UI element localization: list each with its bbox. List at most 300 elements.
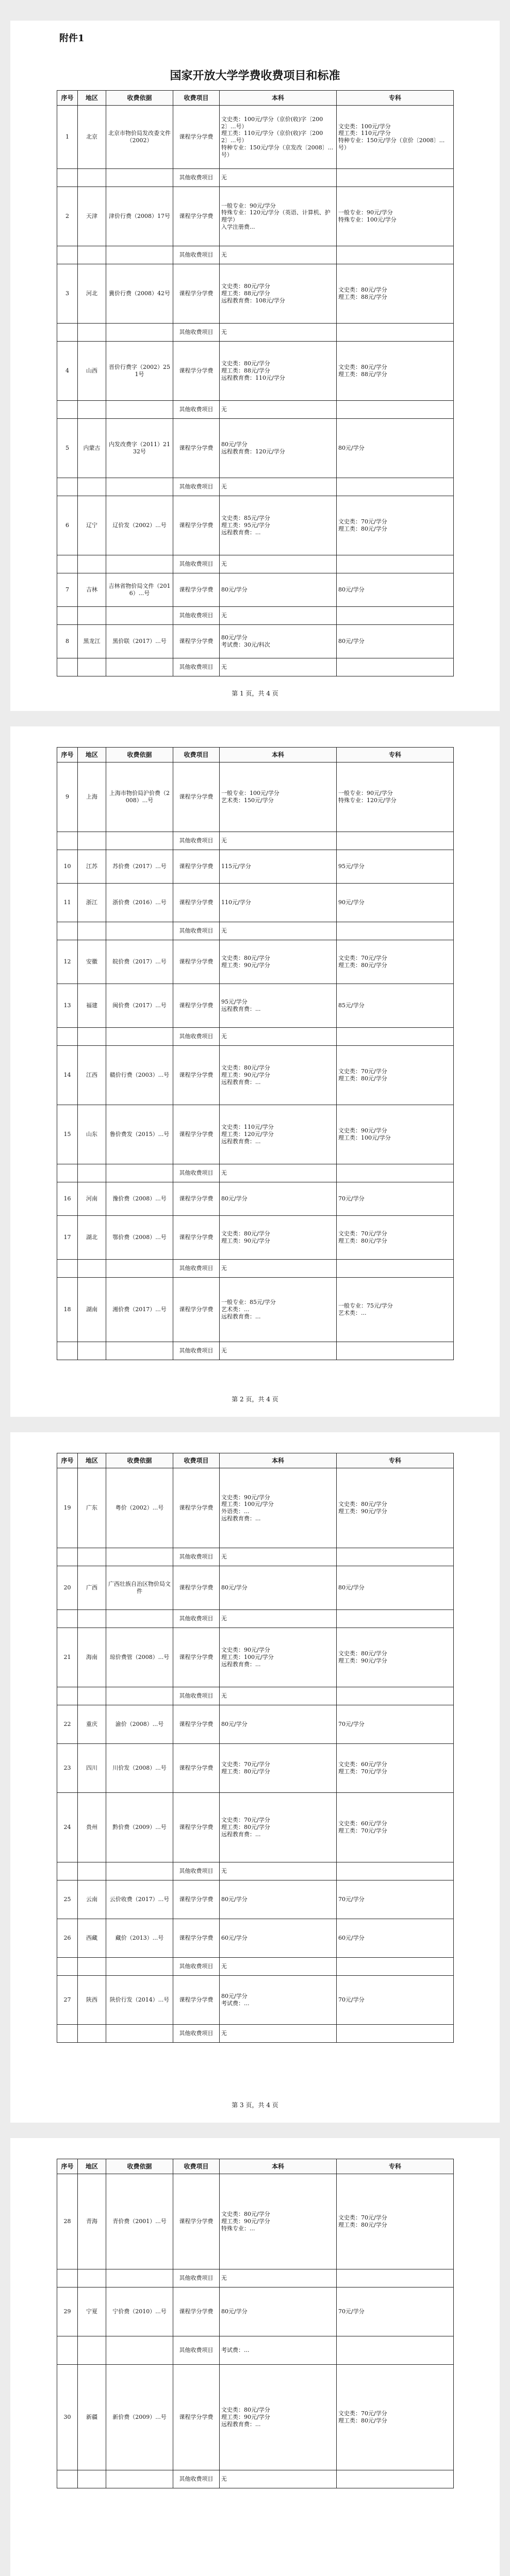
cell-no: 18 — [57, 1278, 78, 1342]
cell-zhuan: 文史类：90元/学分 理工类：100元/学分 — [337, 1105, 454, 1164]
cell-no: 16 — [57, 1182, 78, 1216]
table-row — [57, 1687, 454, 1705]
cell-ben: 无 — [220, 1862, 337, 1880]
cell-zhuan: 文史类：80元/学分 理工类：90元/学分 — [337, 1468, 454, 1548]
column-header: 地区 — [78, 91, 106, 106]
table-row — [57, 884, 454, 922]
table-row — [57, 2336, 454, 2365]
cell-ben: 文史类：80元/学分 理工类：90元/学分 — [220, 1216, 337, 1260]
cell-ben: 80元/学分 — [220, 1705, 337, 1744]
cell-no — [57, 478, 78, 496]
cell-item: 课程学分学费 — [173, 419, 220, 478]
cell-zhuan — [337, 1260, 454, 1278]
page-number: 第 1 页，共 4 页 — [232, 690, 278, 697]
table-row — [57, 187, 454, 246]
cell-no — [57, 246, 78, 264]
table-header-row — [57, 1453, 454, 1468]
cell-item: 其他收费项目 — [173, 1548, 220, 1566]
cell-region: 河南 — [78, 1182, 106, 1216]
cell-region — [78, 832, 106, 850]
cell-no — [57, 1028, 78, 1046]
cell-item: 其他收费项目 — [173, 832, 220, 850]
cell-no: 3 — [57, 264, 78, 324]
cell-region — [78, 1028, 106, 1046]
cell-zhuan: 一般专业：90元/学分 特殊专业：120元/学分 — [337, 762, 454, 832]
cell-ben: 一般专业：90元/学分 特殊专业：120元/学分（英语、计算机、护理学） 入学注册费... — [220, 187, 337, 246]
fee-table — [57, 1453, 454, 2043]
table-row — [57, 2269, 454, 2287]
cell-basis: 皖价费（2017）...号 — [106, 940, 173, 984]
table-row — [57, 401, 454, 419]
cell-no: 4 — [57, 342, 78, 401]
cell-region: 陕西 — [78, 1976, 106, 2025]
cell-ben: 文史类：80元/学分 理工类：90元/学分 — [220, 940, 337, 984]
cell-no: 14 — [57, 1046, 78, 1105]
cell-zhuan — [337, 1958, 454, 1976]
table-row — [57, 1342, 454, 1360]
cell-no: 6 — [57, 496, 78, 555]
cell-item: 其他收费项目 — [173, 1260, 220, 1278]
column-header: 序号 — [57, 2159, 78, 2174]
cell-zhuan: 一般专业：90元/学分 特殊专业：100元/学分 — [337, 187, 454, 246]
cell-no — [57, 2470, 78, 2488]
cell-basis: 云价收费（2017）...号 — [106, 1880, 173, 1919]
cell-no — [57, 1164, 78, 1182]
cell-no — [57, 1260, 78, 1278]
cell-region — [78, 324, 106, 342]
cell-zhuan: 文史类：80元/学分 理工类：88元/学分 — [337, 264, 454, 324]
column-header: 序号 — [57, 91, 78, 106]
table-row — [57, 1028, 454, 1046]
cell-basis: 青价费（2001）...号 — [106, 2174, 173, 2269]
cell-region: 湖南 — [78, 1278, 106, 1342]
cell-item: 课程学分学费 — [173, 884, 220, 922]
table-row — [57, 264, 454, 324]
cell-no — [57, 324, 78, 342]
cell-zhuan — [337, 1028, 454, 1046]
table-header-row — [57, 91, 454, 106]
cell-region: 北京 — [78, 106, 106, 169]
cell-no — [57, 555, 78, 573]
cell-basis — [106, 1687, 173, 1705]
cell-region: 山西 — [78, 342, 106, 401]
cell-no: 25 — [57, 1880, 78, 1919]
cell-zhuan: 80元/学分 — [337, 419, 454, 478]
cell-region — [78, 2269, 106, 2287]
cell-ben: 60元/学分 — [220, 1919, 337, 1958]
doc-page-1 — [10, 21, 500, 711]
cell-no: 12 — [57, 940, 78, 984]
cell-zhuan — [337, 169, 454, 187]
cell-ben: 无 — [220, 478, 337, 496]
cell-region: 内蒙古 — [78, 419, 106, 478]
column-header: 收费项目 — [173, 91, 220, 106]
doc-page-3 — [10, 1432, 500, 2123]
cell-zhuan — [337, 1164, 454, 1182]
cell-ben: 无 — [220, 1164, 337, 1182]
cell-zhuan: 文史类：60元/学分 理工类：70元/学分 — [337, 1793, 454, 1862]
table-row — [57, 922, 454, 940]
table-row — [57, 496, 454, 555]
cell-no — [57, 1958, 78, 1976]
page-number: 第 3 页，共 4 页 — [232, 2102, 278, 2109]
cell-region — [78, 1548, 106, 1566]
cell-item: 课程学分学费 — [173, 106, 220, 169]
cell-ben: 考试费：... — [220, 2336, 337, 2365]
cell-item: 课程学分学费 — [173, 2365, 220, 2470]
cell-ben: 无 — [220, 1958, 337, 1976]
cell-item: 课程学分学费 — [173, 1919, 220, 1958]
cell-region: 上海 — [78, 762, 106, 832]
cell-no: 7 — [57, 573, 78, 607]
cell-region — [78, 607, 106, 625]
cell-basis: 浙价费（2016）...号 — [106, 884, 173, 922]
cell-zhuan — [337, 555, 454, 573]
column-header: 收费依据 — [106, 91, 173, 106]
cell-no — [57, 2336, 78, 2365]
cell-region: 河北 — [78, 264, 106, 324]
cell-basis: 内发改费字（2011）2132号 — [106, 419, 173, 478]
cell-item: 课程学分学费 — [173, 264, 220, 324]
cell-zhuan: 70元/学分 — [337, 1182, 454, 1216]
page-number: 第 2 页，共 4 页 — [232, 1396, 278, 1403]
cell-zhuan: 文史类：80元/学分 理工类：90元/学分 — [337, 1628, 454, 1687]
cell-region — [78, 1164, 106, 1182]
table-row — [57, 169, 454, 187]
cell-no: 13 — [57, 984, 78, 1028]
cell-region: 海南 — [78, 1628, 106, 1687]
table-header-row — [57, 2159, 454, 2174]
cell-region: 青海 — [78, 2174, 106, 2269]
column-header: 收费项目 — [173, 1453, 220, 1468]
cell-item: 其他收费项目 — [173, 401, 220, 419]
cell-basis — [106, 1548, 173, 1566]
cell-zhuan: 文史类：70元/学分 理工类：80元/学分 — [337, 496, 454, 555]
cell-item: 其他收费项目 — [173, 1342, 220, 1360]
cell-basis — [106, 607, 173, 625]
cell-region — [78, 1958, 106, 1976]
cell-ben: 无 — [220, 922, 337, 940]
table-row — [57, 1548, 454, 1566]
cell-ben: 文史类：80元/学分 理工类：90元/学分 远程教育费：... — [220, 2365, 337, 2470]
cell-item: 课程学分学费 — [173, 2287, 220, 2336]
cell-ben: 文史类：80元/学分 理工类：90元/学分 特殊专业：... — [220, 2174, 337, 2269]
cell-basis — [106, 169, 173, 187]
cell-zhuan — [337, 1548, 454, 1566]
cell-item: 其他收费项目 — [173, 478, 220, 496]
cell-zhuan: 文史类：70元/学分 理工类：80元/学分 — [337, 2365, 454, 2470]
cell-ben: 一般专业：85元/学分 艺术类：... 远程教育费：... — [220, 1278, 337, 1342]
cell-basis — [106, 555, 173, 573]
cell-ben: 无 — [220, 2269, 337, 2287]
cell-item: 课程学分学费 — [173, 1566, 220, 1610]
cell-basis — [106, 922, 173, 940]
cell-region: 福建 — [78, 984, 106, 1028]
cell-no: 22 — [57, 1705, 78, 1744]
cell-no: 26 — [57, 1919, 78, 1958]
cell-no — [57, 1610, 78, 1628]
cell-item: 课程学分学费 — [173, 625, 220, 658]
document-title: 国家开放大学学费收费项目和标准 — [170, 69, 340, 82]
cell-region: 湖北 — [78, 1216, 106, 1260]
cell-zhuan — [337, 2336, 454, 2365]
cell-zhuan — [337, 658, 454, 676]
cell-basis — [106, 401, 173, 419]
cell-zhuan — [337, 1342, 454, 1360]
cell-ben: 无 — [220, 1260, 337, 1278]
cell-item: 课程学分学费 — [173, 1046, 220, 1105]
cell-no — [57, 1342, 78, 1360]
cell-region: 吉林 — [78, 573, 106, 607]
table-row — [57, 1744, 454, 1793]
cell-no: 10 — [57, 850, 78, 884]
cell-ben: 文史类：85元/学分 理工类：95元/学分 远程教育费：... — [220, 496, 337, 555]
cell-item: 课程学分学费 — [173, 2174, 220, 2269]
doc-page-2 — [10, 726, 500, 1417]
cell-basis: 豫价费（2008）...号 — [106, 1182, 173, 1216]
cell-ben: 无 — [220, 1548, 337, 1566]
cell-zhuan — [337, 922, 454, 940]
cell-basis: 鄂价费（2008）...号 — [106, 1216, 173, 1260]
cell-zhuan — [337, 401, 454, 419]
cell-no: 28 — [57, 2174, 78, 2269]
cell-zhuan: 80元/学分 — [337, 1566, 454, 1610]
cell-zhuan: 文史类：100元/学分 理工类：110元/学分 特种专业：150元/学分（京价〔2008〕...号） — [337, 106, 454, 169]
table-row — [57, 1105, 454, 1164]
cell-item: 课程学分学费 — [173, 762, 220, 832]
cell-zhuan: 60元/学分 — [337, 1919, 454, 1958]
table-row — [57, 1919, 454, 1958]
cell-ben: 无 — [220, 2470, 337, 2488]
cell-basis: 粤价（2002）...号 — [106, 1468, 173, 1548]
cell-basis: 陕价行发（2014）...号 — [106, 1976, 173, 2025]
column-header: 地区 — [78, 1453, 106, 1468]
cell-basis: 鲁价费发（2015）...号 — [106, 1105, 173, 1164]
cell-ben: 无 — [220, 169, 337, 187]
cell-item: 课程学分学费 — [173, 850, 220, 884]
cell-region — [78, 2470, 106, 2488]
cell-no: 5 — [57, 419, 78, 478]
table-row — [57, 1705, 454, 1744]
cell-item: 其他收费项目 — [173, 2269, 220, 2287]
table-row — [57, 1260, 454, 1278]
cell-region: 云南 — [78, 1880, 106, 1919]
cell-region: 安徽 — [78, 940, 106, 984]
cell-region — [78, 658, 106, 676]
column-header: 序号 — [57, 1453, 78, 1468]
cell-zhuan: 文史类：70元/学分 理工类：80元/学分 — [337, 2174, 454, 2269]
cell-item: 课程学分学费 — [173, 1628, 220, 1687]
cell-item: 其他收费项目 — [173, 2336, 220, 2365]
cell-region: 浙江 — [78, 884, 106, 922]
cell-basis — [106, 1862, 173, 1880]
table-row — [57, 1628, 454, 1687]
cell-ben: 无 — [220, 832, 337, 850]
cell-ben: 95元/学分 远程教育费：... — [220, 984, 337, 1028]
cell-ben: 一般专业：100元/学分 艺术类：150元/学分 — [220, 762, 337, 832]
column-header: 专科 — [337, 1453, 454, 1468]
table-row — [57, 2174, 454, 2269]
table-row — [57, 106, 454, 169]
cell-item: 课程学分学费 — [173, 496, 220, 555]
cell-item: 课程学分学费 — [173, 1216, 220, 1260]
cell-basis: 闽价费（2017）...号 — [106, 984, 173, 1028]
cell-zhuan — [337, 2269, 454, 2287]
cell-no: 20 — [57, 1566, 78, 1610]
cell-region: 天津 — [78, 187, 106, 246]
cell-no — [57, 832, 78, 850]
cell-ben: 无 — [220, 607, 337, 625]
cell-item: 其他收费项目 — [173, 246, 220, 264]
cell-basis: 上海市物价局沪价费（2008）...号 — [106, 762, 173, 832]
cell-basis — [106, 1342, 173, 1360]
cell-zhuan: 70元/学分 — [337, 2287, 454, 2336]
table-row — [57, 1976, 454, 2025]
cell-zhuan: 70元/学分 — [337, 1880, 454, 1919]
cell-region — [78, 169, 106, 187]
cell-basis — [106, 324, 173, 342]
cell-item: 课程学分学费 — [173, 1976, 220, 2025]
table-row — [57, 940, 454, 984]
cell-no — [57, 922, 78, 940]
cell-no — [57, 1548, 78, 1566]
cell-item: 课程学分学费 — [173, 1105, 220, 1164]
cell-zhuan — [337, 2470, 454, 2488]
cell-no — [57, 2025, 78, 2043]
cell-region — [78, 2025, 106, 2043]
cell-zhuan — [337, 324, 454, 342]
cell-ben: 文史类：90元/学分 理工类：100元/学分 远程教育费：... — [220, 1628, 337, 1687]
table-row — [57, 419, 454, 478]
cell-item: 课程学分学费 — [173, 1744, 220, 1793]
cell-item: 其他收费项目 — [173, 555, 220, 573]
cell-region: 黑龙江 — [78, 625, 106, 658]
cell-no: 21 — [57, 1628, 78, 1687]
cell-no: 27 — [57, 1976, 78, 2025]
cell-region: 广西 — [78, 1566, 106, 1610]
cell-no: 8 — [57, 625, 78, 658]
cell-basis: 赣价行费（2003）...号 — [106, 1046, 173, 1105]
cell-basis — [106, 478, 173, 496]
cell-zhuan: 文史类：80元/学分 理工类：88元/学分 — [337, 342, 454, 401]
table-row — [57, 2470, 454, 2488]
cell-region — [78, 922, 106, 940]
column-header: 专科 — [337, 748, 454, 762]
cell-basis: 吉林省物价局文件（2016）...号 — [106, 573, 173, 607]
table-row — [57, 762, 454, 832]
cell-zhuan — [337, 478, 454, 496]
cell-zhuan — [337, 1687, 454, 1705]
cell-ben: 文史类：80元/学分 理工类：88元/学分 远程教育费：108元/学分 — [220, 264, 337, 324]
cell-region — [78, 246, 106, 264]
table-row — [57, 1046, 454, 1105]
cell-no: 19 — [57, 1468, 78, 1548]
table-row — [57, 1793, 454, 1862]
cell-item: 其他收费项目 — [173, 607, 220, 625]
cell-item: 其他收费项目 — [173, 324, 220, 342]
cell-region — [78, 1260, 106, 1278]
cell-ben: 80元/学分 — [220, 1182, 337, 1216]
column-header: 收费依据 — [106, 1453, 173, 1468]
fee-table — [57, 747, 454, 1360]
table-row — [57, 246, 454, 264]
cell-ben: 文史类：110元/学分 理工类：120元/学分 远程教育费：... — [220, 1105, 337, 1164]
column-header: 地区 — [78, 2159, 106, 2174]
cell-no — [57, 1687, 78, 1705]
cell-basis: 辽价发（2002）...号 — [106, 496, 173, 555]
cell-region: 新疆 — [78, 2365, 106, 2470]
cell-basis: 黔价费（2009）...号 — [106, 1793, 173, 1862]
cell-basis — [106, 2336, 173, 2365]
cell-ben: 文史类：70元/学分 理工类：80元/学分 — [220, 1744, 337, 1793]
table-row — [57, 1468, 454, 1548]
cell-item: 课程学分学费 — [173, 1793, 220, 1862]
cell-item: 课程学分学费 — [173, 573, 220, 607]
table-row — [57, 1216, 454, 1260]
cell-item: 其他收费项目 — [173, 1164, 220, 1182]
cell-basis: 新价费（2009）...号 — [106, 2365, 173, 2470]
cell-basis: 黑价联（2017）...号 — [106, 625, 173, 658]
cell-no — [57, 401, 78, 419]
cell-region — [78, 478, 106, 496]
cell-item: 其他收费项目 — [173, 2025, 220, 2043]
cell-zhuan — [337, 832, 454, 850]
cell-region: 辽宁 — [78, 496, 106, 555]
cell-ben: 80元/学分 考试费：... — [220, 1976, 337, 2025]
cell-no: 2 — [57, 187, 78, 246]
cell-basis: 渝价（2008）...号 — [106, 1705, 173, 1744]
cell-zhuan: 95元/学分 — [337, 850, 454, 884]
cell-ben: 110元/学分 — [220, 884, 337, 922]
cell-ben: 无 — [220, 658, 337, 676]
cell-ben: 80元/学分 远程教育费：120元/学分 — [220, 419, 337, 478]
cell-item: 课程学分学费 — [173, 1705, 220, 1744]
cell-ben: 文史类：100元/学分（京价(收)字〔2002〕...号） 理工类：110元/学分（京价(收)字〔2002〕...号） 特种专业：150元/学分（京发改〔2008〕...号） — [220, 106, 337, 169]
table-row — [57, 342, 454, 401]
table-row — [57, 1182, 454, 1216]
cell-zhuan: 70元/学分 — [337, 1705, 454, 1744]
cell-ben: 无 — [220, 1028, 337, 1046]
cell-zhuan: 文史类：70元/学分 理工类：80元/学分 — [337, 1216, 454, 1260]
table-row — [57, 555, 454, 573]
cell-ben: 文史类：80元/学分 理工类：88元/学分 远程教育费：110元/学分 — [220, 342, 337, 401]
cell-basis: 宁价费（2010）...号 — [106, 2287, 173, 2336]
cell-basis — [106, 1028, 173, 1046]
cell-region — [78, 1687, 106, 1705]
cell-zhuan: 文史类：60元/学分 理工类：70元/学分 — [337, 1744, 454, 1793]
cell-ben: 115元/学分 — [220, 850, 337, 884]
cell-basis — [106, 2025, 173, 2043]
fee-table — [57, 90, 454, 676]
cell-ben: 无 — [220, 246, 337, 264]
column-header: 本科 — [220, 748, 337, 762]
table-row — [57, 850, 454, 884]
cell-no: 1 — [57, 106, 78, 169]
cell-region — [78, 555, 106, 573]
cell-no: 30 — [57, 2365, 78, 2470]
cell-item: 课程学分学费 — [173, 187, 220, 246]
cell-zhuan — [337, 607, 454, 625]
table-row — [57, 607, 454, 625]
cell-no: 9 — [57, 762, 78, 832]
cell-item: 其他收费项目 — [173, 1028, 220, 1046]
cell-region — [78, 1342, 106, 1360]
cell-no: 15 — [57, 1105, 78, 1164]
cell-zhuan: 文史类：70元/学分 理工类：80元/学分 — [337, 940, 454, 984]
cell-region: 江西 — [78, 1046, 106, 1105]
cell-zhuan — [337, 1862, 454, 1880]
cell-basis — [106, 1610, 173, 1628]
